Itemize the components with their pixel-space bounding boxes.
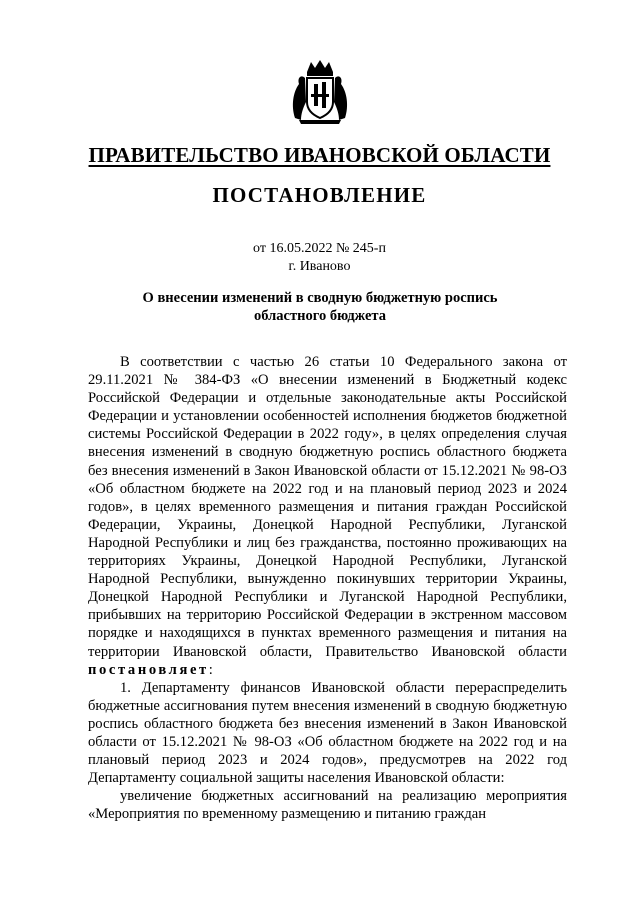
coat-of-arms-icon xyxy=(291,58,349,124)
preamble-paragraph xyxy=(88,353,567,679)
decree-colon: : xyxy=(208,661,213,678)
item-1-paragraph: 1. Департаменту финансов Ивановской области перераспределить бюджетные ассигнования путем внесения изменений в сводную бюджетную роспись областного бюджета без внесения изменений в Закон Ивановской области от 15.12.2021 № 98-ОЗ «Об областном бюджете на 2022 год и на плановый период 2023 и 2024 годов», предусмотрев на 2022 год Департаменту социальной защиты населения Ивановской области: xyxy=(88,679,567,787)
document-date-number: от 16.05.2022 № 245-п xyxy=(253,241,386,256)
item-1-sub-paragraph: увеличение бюджетных ассигнований на реализацию мероприятия «Мероприятия по временному размещению и питанию граждан xyxy=(88,788,567,823)
subject-line-2: областного бюджета xyxy=(254,308,386,324)
document-subject xyxy=(130,289,510,325)
subject-line-1: О внесении изменений в сводную бюджетную роспись xyxy=(142,290,498,306)
decree-word: постановляет xyxy=(88,661,209,678)
organization-title: ПРАВИТЕЛЬСТВО ИВАНОВСКОЙ ОБЛАСТИ xyxy=(88,143,551,167)
document-body xyxy=(88,353,567,823)
preamble-text: В соответствии с частью 26 статьи 10 Федерального закона от 29.11.2021 № 384-ФЗ «О внесении изменений в Бюджетный кодекс Российской Федерации и отдельные законодательные акты Российской Федерации и установлении особенностей исполнения бюджетов бюджетной системы Российской Федерации в 2022 году», в целях определения случая внесения изменений в сводную бюджетную роспись областного бюджета без внесения изменений в Закон Ивановской области от 15.12.2021 № 98-ОЗ «Об областном бюджете на 2022 год и на плановый период 2023 и 2024 годов», в целях временного размещения и питания граждан Российской Федерации, Украины, Донецкой Народной Республики, Луганской Народной Республики и лиц без гражданства, постоянно проживающих на территориях Украины, Донецкой Народной Республики, Луганской Народной Республики, вынужденно покинувших территории Украины, Донецкой Народной Республики и Луганской Народной Республики, прибывших на территорию Российской Федерации в экстренном массовом порядке и находящихся в пунктах временного размещения и питания на территории Ивановской области, Правительство Ивановской области xyxy=(88,354,567,660)
document-type: ПОСТАНОВЛЕНИЕ xyxy=(212,183,427,207)
document-city: г. Иваново xyxy=(288,259,351,274)
